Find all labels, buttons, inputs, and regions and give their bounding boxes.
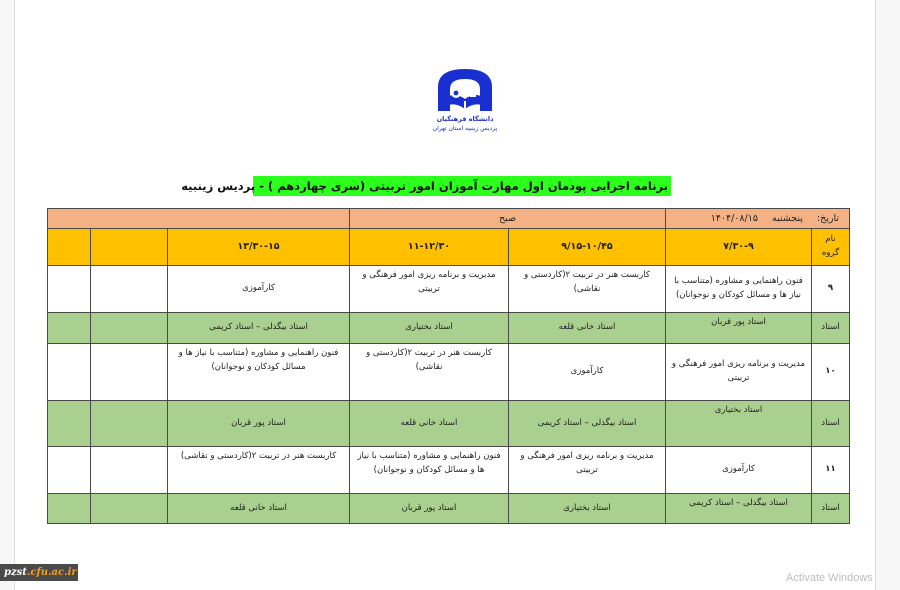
teacher-cell: استاد خانی قلعه bbox=[168, 494, 350, 524]
date-label: تاریخ: bbox=[816, 212, 839, 224]
teacher-cell: استاد بختیاری bbox=[509, 494, 666, 524]
activate-windows-watermark: Activate Windows bbox=[786, 572, 873, 584]
farhangian-emblem-icon bbox=[420, 65, 510, 115]
teacher-cell bbox=[91, 401, 168, 447]
course-cell: فنون راهنمایی و مشاوره (متناسب با نیاز ها و مسائل کودکان و نوجوانان) bbox=[666, 266, 812, 313]
teacher-cell: استاد پور قربان bbox=[350, 494, 509, 524]
date-value: ۱۴۰۴/۰۸/۱۵ bbox=[710, 212, 758, 224]
teacher-cell: استاد خانی قلعه bbox=[350, 401, 509, 447]
teacher-cell: استاد خانی قلعه bbox=[509, 313, 666, 344]
teacher-cell: استاد بیگدلی – استاد کریمی bbox=[666, 494, 812, 524]
site-url-prefix: pzst bbox=[4, 567, 27, 578]
teacher-cell bbox=[91, 313, 168, 344]
course-cell: کارآموزی bbox=[168, 266, 350, 313]
document-title: برنامه اجرایی پودمان اول مهارت آموزان امور تربیتی (سری چهاردهم ) - پردیس زینبیه bbox=[253, 176, 671, 196]
teacher-cell bbox=[91, 494, 168, 524]
course-cell bbox=[48, 447, 91, 494]
course-row-group-11 bbox=[48, 447, 850, 494]
teacher-label: استاد bbox=[812, 494, 850, 524]
university-logo bbox=[420, 65, 510, 137]
logo-caption-university: دانشگاه فرهنگیان bbox=[436, 115, 494, 123]
course-cell bbox=[91, 447, 168, 494]
course-cell bbox=[91, 344, 168, 401]
time-slot-5 bbox=[91, 229, 168, 266]
empty-header-cell bbox=[48, 209, 350, 229]
teacher-row-group-11 bbox=[48, 494, 850, 524]
logo-caption-campus: پردیس زینبیه استان تهران bbox=[432, 125, 498, 132]
course-cell bbox=[48, 344, 91, 401]
group-number: ۱۰ bbox=[812, 344, 850, 401]
group-name-header: نام گروه bbox=[812, 229, 850, 266]
time-slot-3: ۱۱-۱۲/۳۰ bbox=[350, 229, 509, 266]
schedule-table bbox=[47, 208, 850, 524]
teacher-cell bbox=[48, 401, 91, 447]
course-cell: کاربست هنر در تربیت ۲(کاردستی و نقاشی) bbox=[509, 266, 666, 313]
teacher-row-group-10 bbox=[48, 401, 850, 447]
course-cell: مدیریت و برنامه ریزی امور فرهنگی و تربیتی bbox=[350, 266, 509, 313]
course-cell: کارآموزی bbox=[509, 344, 666, 401]
teacher-label: استاد bbox=[812, 313, 850, 344]
day-name: پنجشنبه bbox=[771, 212, 803, 224]
course-cell: کارآموزی bbox=[666, 447, 812, 494]
course-cell bbox=[91, 266, 168, 313]
course-cell bbox=[48, 266, 91, 313]
course-row-group-9 bbox=[48, 266, 850, 313]
course-cell: کاربست هنر در تربیت ۲(کاردستی و نقاشی) bbox=[350, 344, 509, 401]
teacher-cell: استاد بیگدلی – استاد کریمی bbox=[509, 401, 666, 447]
time-slot-2: ۹/۱۵-۱۰/۴۵ bbox=[509, 229, 666, 266]
course-cell: کاربست هنر در تربیت ۲(کاردستی و نقاشی) bbox=[168, 447, 350, 494]
site-url-domain: .cfu.ac.ir bbox=[26, 567, 77, 578]
time-slot-4: ۱۳/۳۰-۱۵ bbox=[168, 229, 350, 266]
teacher-cell bbox=[48, 313, 91, 344]
time-slots-row bbox=[48, 229, 850, 266]
teacher-cell: استاد پور قربان bbox=[168, 401, 350, 447]
teacher-cell: استاد بیگدلی – استاد کریمی bbox=[168, 313, 350, 344]
course-cell: فنون راهنمایی و مشاوره (متناسب با نیاز ها و مسائل کودکان و نوجوانان) bbox=[350, 447, 509, 494]
date-cell bbox=[666, 209, 850, 229]
group-number: ۱۱ bbox=[812, 447, 850, 494]
course-cell: مدیریت و برنامه ریزی امور فرهنگی و تربیتی bbox=[509, 447, 666, 494]
session-label: صبح bbox=[350, 209, 666, 229]
group-number: ۹ bbox=[812, 266, 850, 313]
time-slot-1: ۷/۳۰-۹ bbox=[666, 229, 812, 266]
teacher-cell: استاد بختیاری bbox=[350, 313, 509, 344]
teacher-cell bbox=[48, 494, 91, 524]
teacher-label: استاد bbox=[812, 401, 850, 447]
teacher-cell: استاد بختیاری bbox=[666, 401, 812, 447]
time-slot-6 bbox=[48, 229, 91, 266]
table-header-row bbox=[48, 209, 850, 229]
course-cell: فنون راهنمایی و مشاوره (متناسب با نیاز ها و مسائل کودکان و نوجوانان) bbox=[168, 344, 350, 401]
course-row-group-10 bbox=[48, 344, 850, 401]
course-cell: مدیریت و برنامه ریزی امور فرهنگی و تربیتی bbox=[666, 344, 812, 401]
teacher-cell: استاد پور قربان bbox=[666, 313, 812, 344]
site-url-badge[interactable] bbox=[0, 564, 78, 581]
teacher-row-group-9 bbox=[48, 313, 850, 344]
